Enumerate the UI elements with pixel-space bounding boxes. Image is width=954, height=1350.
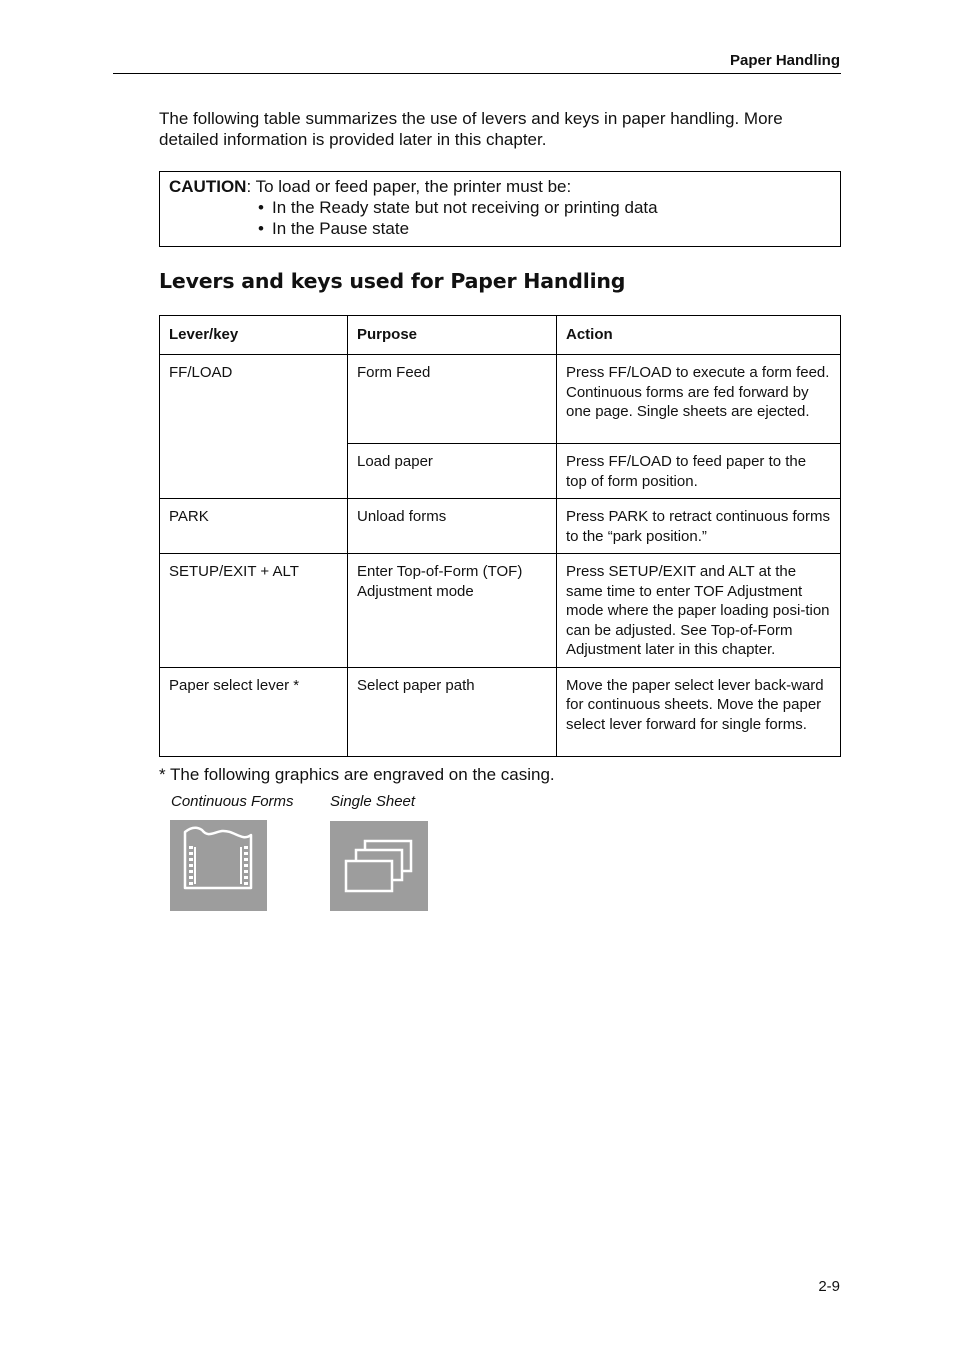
table-header-row xyxy=(160,316,841,355)
cell-action: Press FF/LOAD to feed paper to the top of form position. xyxy=(557,444,841,499)
table-row xyxy=(160,355,841,444)
cell-purpose: Unload forms xyxy=(348,499,557,554)
cell-purpose: Select paper path xyxy=(348,667,557,756)
levers-keys-table xyxy=(159,315,841,757)
cell-lever: FF/LOAD xyxy=(160,355,348,499)
running-header: Paper Handling xyxy=(729,52,840,69)
caution-box xyxy=(159,171,841,247)
caption-single-sheet: Single Sheet xyxy=(330,793,416,810)
cell-lever: Paper select lever * xyxy=(160,667,348,756)
column-header-purpose: Purpose xyxy=(348,316,557,355)
cell-purpose: Form Feed xyxy=(348,355,557,444)
footnote: * The following graphics are engraved on the casing. xyxy=(159,765,555,784)
table-row xyxy=(160,554,841,668)
caution-bullet xyxy=(258,197,658,218)
header-divider xyxy=(113,73,841,74)
cell-lever: PARK xyxy=(160,499,348,554)
caution-statement xyxy=(169,176,571,197)
cell-action: Press FF/LOAD to execute a form feed. Continuous forms are fed forward by one page. Single sheets are ejected. xyxy=(557,355,841,444)
caption-continuous-forms: Continuous Forms xyxy=(171,793,294,810)
cell-lever: SETUP/EXIT + ALT xyxy=(160,554,348,668)
intro-paragraph: The following table summarizes the use of levers and keys in paper handling. More detailed information is provided later in this chapter. xyxy=(159,109,783,149)
cell-purpose: Enter Top-of-Form (TOF) Adjustment mode xyxy=(348,554,557,668)
continuous-forms-icon xyxy=(170,820,267,911)
single-sheet-icon xyxy=(330,821,428,911)
section-heading: Levers and keys used for Paper Handling xyxy=(159,269,626,293)
caution-text: : To load or feed paper, the printer must be: xyxy=(246,177,572,196)
page-number: 2-9 xyxy=(818,1278,840,1295)
caution-bullet xyxy=(258,218,409,239)
table-row xyxy=(160,667,841,756)
caution-label: CAUTION xyxy=(169,177,247,196)
bullet-icon: • xyxy=(258,219,264,238)
table-row xyxy=(160,499,841,554)
caution-bullet-text: In the Pause state xyxy=(272,219,410,238)
cell-action: Press SETUP/EXIT and ALT at the same time to enter TOF Adjustment mode where the paper loading posi-tion can be adjusted. See Top-of-Form Adjustment later in this chapter. xyxy=(557,554,841,668)
bullet-icon: • xyxy=(258,198,264,217)
cell-action: Press PARK to retract continuous forms to the “park position.” xyxy=(557,499,841,554)
column-header-lever: Lever/key xyxy=(160,316,348,355)
caution-bullet-text: In the Ready state but not receiving or printing data xyxy=(272,198,658,217)
cell-purpose: Load paper xyxy=(348,444,557,499)
column-header-action: Action xyxy=(557,316,841,355)
cell-action: Move the paper select lever back-ward for continuous sheets. Move the paper select lever forward for single forms. xyxy=(557,667,841,756)
